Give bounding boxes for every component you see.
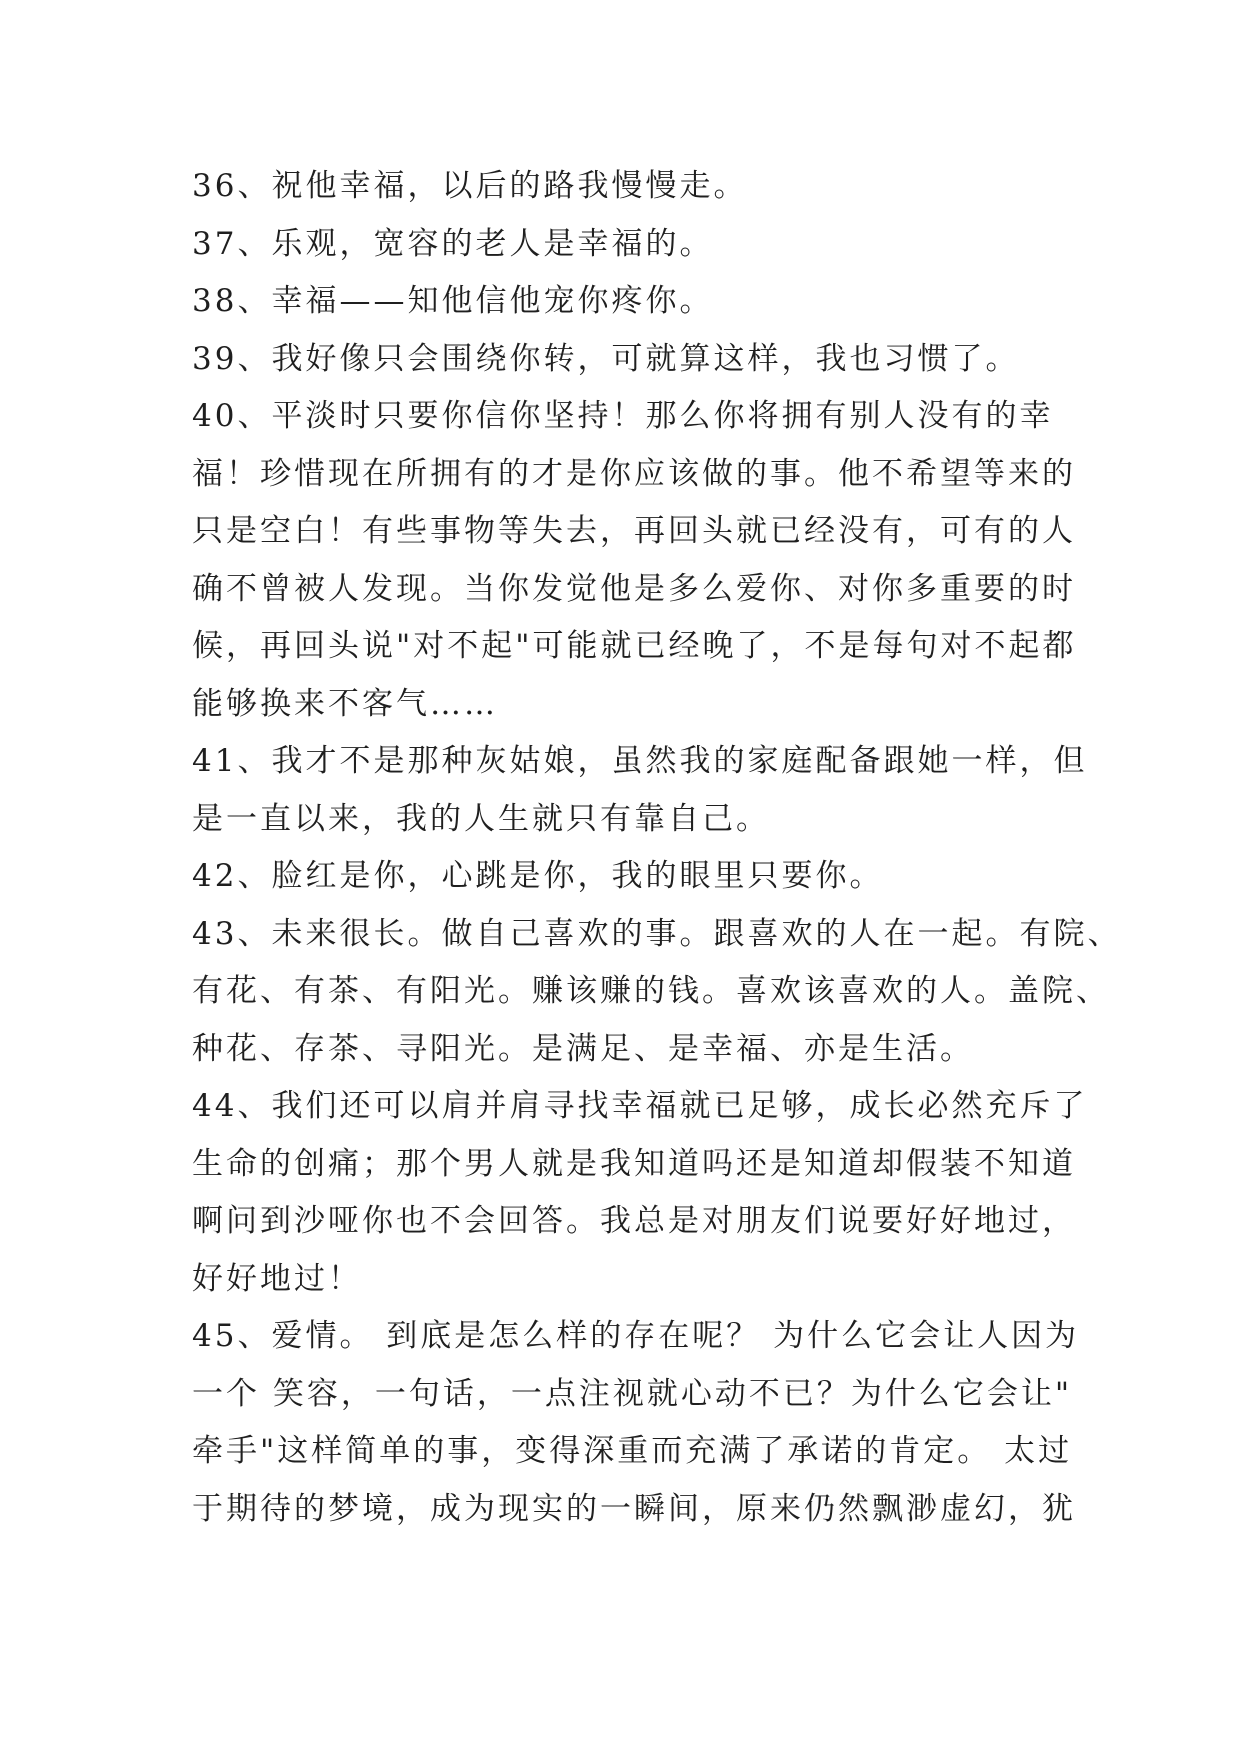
text-line: 福！珍惜现在所拥有的才是你应该做的事。他不希望等来的 bbox=[192, 455, 1076, 492]
text-line: 37、乐观，宽容的老人是幸福的。 bbox=[192, 225, 714, 262]
text-line: 能够换来不客气…… bbox=[192, 685, 498, 722]
text-line: 43、未来很长。做自己喜欢的事。跟喜欢的人在一起。有院、 bbox=[192, 915, 1122, 952]
text-line: 只是空白！有些事物等失去，再回头就已经没有，可有的人 bbox=[192, 513, 1076, 549]
text-line: 41、我才不是那种灰姑娘，虽然我的家庭配备跟她一样，但 bbox=[192, 743, 1088, 779]
text-line: 生命的创痛；那个男人就是我知道吗还是知道却假装不知道 bbox=[192, 1145, 1076, 1182]
text-line: 好好地过！ bbox=[192, 1260, 362, 1297]
text-line: 牵手"这样简单的事，变得深重而充满了承诺的肯定。 太过 bbox=[192, 1433, 1073, 1469]
text-line: 39、我好像只会围绕你转，可就算这样，我也习惯了。 bbox=[192, 340, 1020, 377]
text-line: 啊问到沙哑你也不会回答。我总是对朋友们说要好好地过， bbox=[192, 1203, 1076, 1239]
text-line: 40、平淡时只要你信你坚持！那么你将拥有别人没有的幸 bbox=[192, 398, 1054, 434]
text-line: 44、我们还可以肩并肩寻找幸福就已足够，成长必然充斥了 bbox=[192, 1088, 1088, 1124]
text-line: 是一直以来，我的人生就只有靠自己。 bbox=[192, 800, 770, 837]
body-text bbox=[192, 158, 1122, 1538]
text-line: 45、爱情。 到底是怎么样的存在呢？ 为什么它会让人因为 bbox=[192, 1318, 1080, 1354]
text-line: 候，再回头说"对不起"可能就已经晚了，不是每句对不起都 bbox=[192, 628, 1077, 664]
text-line: 一个 笑容，一句话，一点注视就心动不已？为什么它会让" bbox=[192, 1375, 1073, 1412]
text-line: 种花、存茶、寻阳光。是满足、是幸福、亦是生活。 bbox=[192, 1030, 974, 1067]
text-line: 42、脸红是你，心跳是你，我的眼里只要你。 bbox=[192, 858, 884, 894]
text-line: 36、祝他幸福，以后的路我慢慢走。 bbox=[192, 168, 748, 204]
text-line: 于期待的梦境，成为现实的一瞬间，原来仍然飘渺虚幻，犹 bbox=[192, 1490, 1076, 1527]
text-line: 确不曾被人发现。当你发觉他是多么爱你、对你多重要的时 bbox=[192, 570, 1076, 607]
text-line: 有花、有茶、有阳光。赚该赚的钱。喜欢该喜欢的人。盖院、 bbox=[192, 973, 1110, 1009]
text-line: 38、幸福——知他信他宠你疼你。 bbox=[192, 283, 714, 319]
